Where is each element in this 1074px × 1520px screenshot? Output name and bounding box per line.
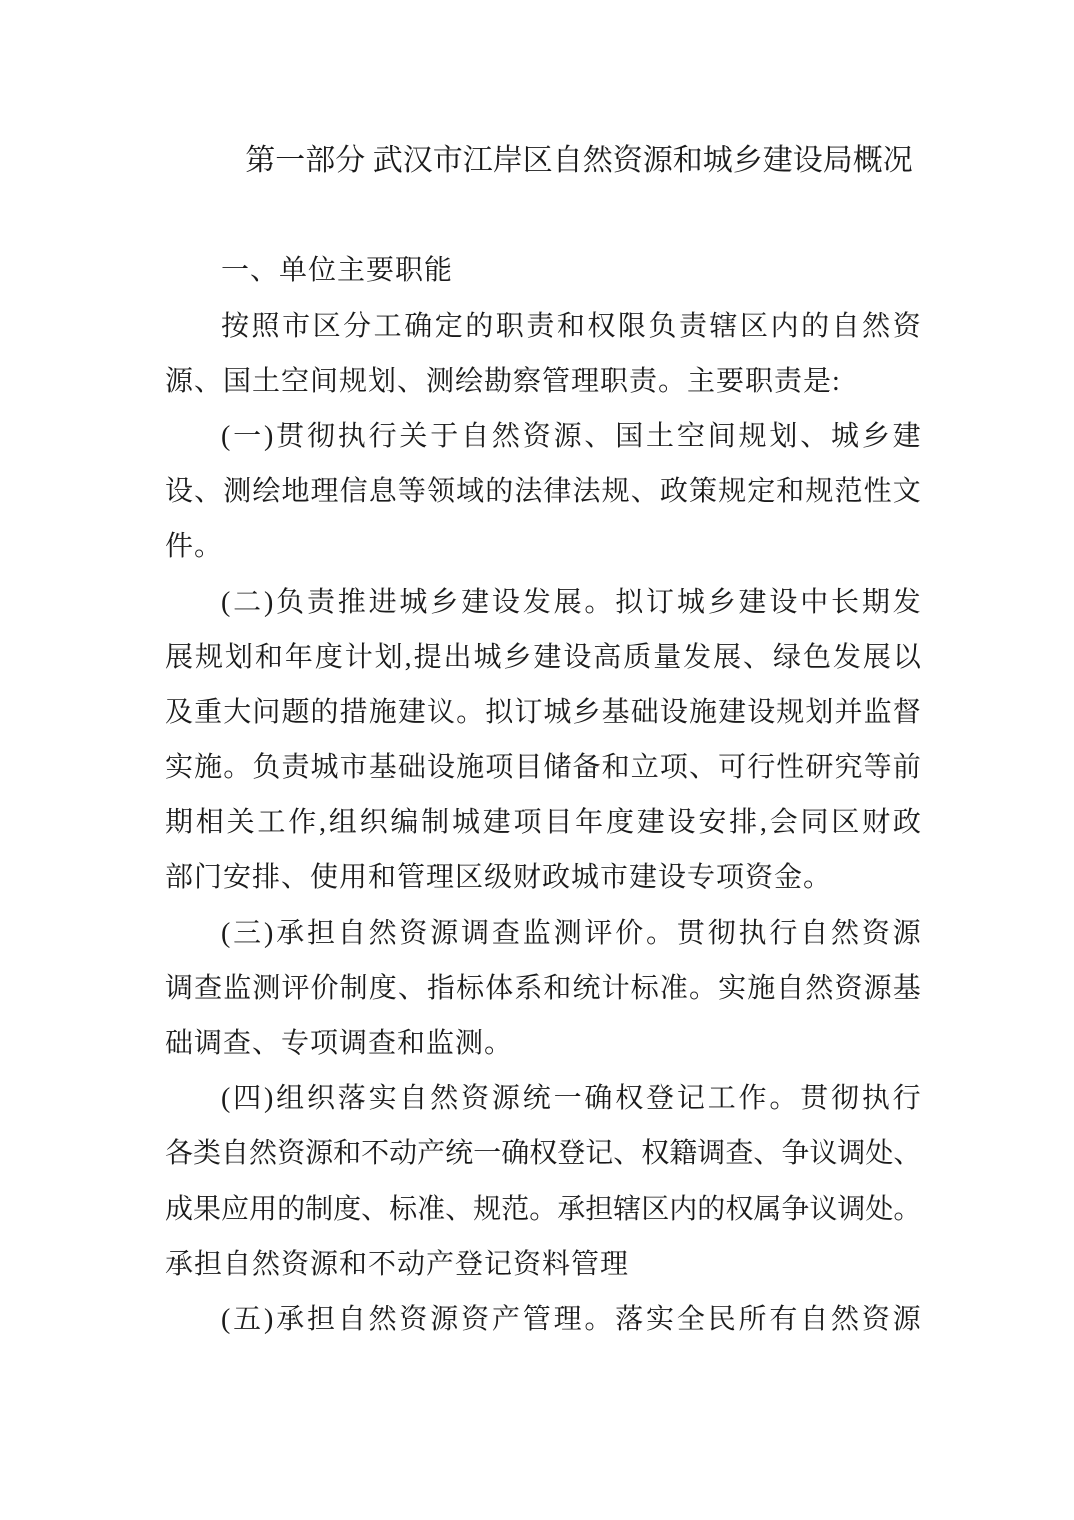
- text-line: 设 、 测 绘 地 理 信 息 等 领 域 的 法 律 法 规 、 政 策 规 定 和 规 范 性 文: [165, 476, 921, 508]
- text-line: 础调查、专项调查和监测。: [165, 1028, 514, 1060]
- text-line: 按 照 市 区 分 工 确 定 的 职 责 和 权 限 负 责 辖 区 内 的 自 然 资: [221, 310, 921, 342]
- paragraph-4: [165, 906, 921, 1072]
- document-title: 第一部分 武汉市江岸区自然资源和城乡建设局概况: [245, 144, 913, 177]
- section-heading: 一、单位主要职能: [221, 255, 454, 287]
- text-line: 源、国土空间规划、测绘勘察管理职责。主要职责是:: [165, 365, 841, 397]
- text-line: 各 类 自 然 资 源 和 不 动 产 统 一 确 权 登 记 、 权 籍 调 查 、 争 议 调 处 、: [165, 1138, 921, 1170]
- text-line: 实 施 。 负 责 城 市 基 础 设 施 项 目 储 备 和 立 项 、 可 行 性 研 究 等 前: [165, 752, 921, 784]
- text-line: ( 三 ) 承 担 自 然 资 源 调 查 监 测 评 价 。 贯 彻 执 行 自 然 资 源: [221, 917, 921, 949]
- text-line: ( 二 ) 负 责 推 进 城 乡 建 设 发 展 。 拟 订 城 乡 建 设 中 长 期 发: [221, 586, 921, 618]
- text-line: 展 规 划 和 年 度 计 划 , 提 出 城 乡 建 设 高 质 量 发 展 、 绿 色 发 展 以: [165, 641, 921, 673]
- paragraph-6: [165, 1292, 921, 1347]
- paragraph-5: [165, 1071, 921, 1292]
- text-line: 调 查 监 测 评 价 制 度 、 指 标 体 系 和 统 计 标 准 。 实 施 自 然 资 源 基: [165, 972, 921, 1004]
- text-line: ( 一 ) 贯 彻 执 行 关 于 自 然 资 源 、 国 土 空 间 规 划 、 城 乡 建: [221, 420, 921, 452]
- text-line: 件。: [165, 531, 224, 563]
- paragraph-3: [165, 575, 921, 906]
- text-line: 承担自然资源和不动产登记资料管理: [165, 1248, 630, 1280]
- text-line: 期 相 关 工 作 , 组 织 编 制 城 建 项 目 年 度 建 设 安 排 , 会 同 区 财 政: [165, 807, 921, 839]
- text-line: ( 五 ) 承 担 自 然 资 源 资 产 管 理 。 落 实 全 民 所 有 自 然 资 源: [221, 1303, 921, 1335]
- text-line: ( 四 ) 组 织 落 实 自 然 资 源 统 一 确 权 登 记 工 作 。 贯 彻 执 行: [221, 1083, 921, 1115]
- text-line: 部门安排、使用和管理区级财政城市建设专项资金。: [165, 862, 833, 894]
- text-line: 成 果 应 用 的 制 度 、 标 准 、 规 范 。 承 担 辖 区 内 的 权 属 争 议 调 处 。: [165, 1193, 921, 1225]
- paragraph-1: [165, 299, 921, 409]
- text-line: 及 重 大 问 题 的 措 施 建 议 。 拟 订 城 乡 基 础 设 施 建 设 规 划 并 监 督: [165, 696, 921, 728]
- document-content: [165, 133, 921, 1347]
- document-body: [165, 299, 921, 1348]
- paragraph-2: [165, 409, 921, 575]
